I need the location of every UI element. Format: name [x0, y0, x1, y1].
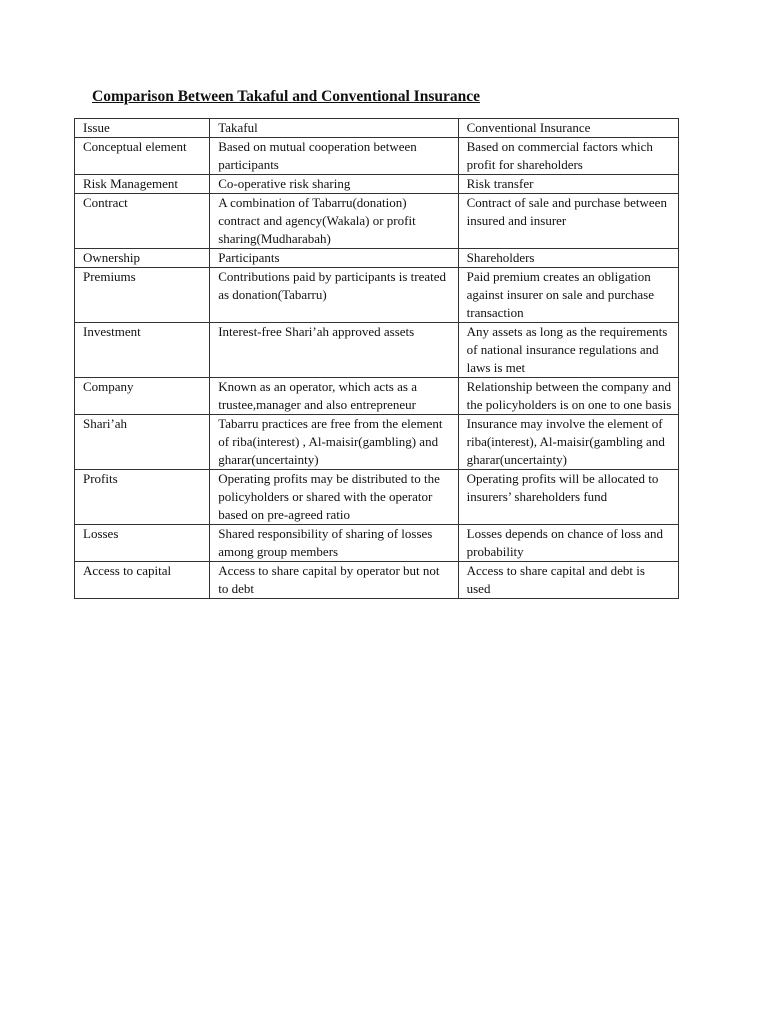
conventional-cell: Based on commercial factors which profit for shareholders — [458, 138, 678, 175]
table-row — [75, 268, 679, 323]
takaful-cell: Known as an operator, which acts as a trustee,manager and also entrepreneur — [210, 378, 458, 415]
conventional-cell: Any assets as long as the requirements of national insurance regulations and laws is met — [458, 323, 678, 378]
table-row — [75, 470, 679, 525]
table-row — [75, 249, 679, 268]
issue-cell: Access to capital — [75, 562, 210, 599]
conventional-cell: Access to share capital and debt is used — [458, 562, 678, 599]
takaful-cell: A combination of Tabarru(donation) contract and agency(Wakala) or profit sharing(Mudharabah) — [210, 194, 458, 249]
takaful-cell: Shared responsibility of sharing of losses among group members — [210, 525, 458, 562]
takaful-cell: Interest-free Shari’ah approved assets — [210, 323, 458, 378]
issue-cell: Conceptual element — [75, 138, 210, 175]
conventional-cell: Relationship between the company and the policyholders is on one to one basis — [458, 378, 678, 415]
takaful-cell: Contributions paid by participants is treated as donation(Tabarru) — [210, 268, 458, 323]
issue-cell: Risk Management — [75, 175, 210, 194]
header-cell-conventional: Conventional Insurance — [458, 119, 678, 138]
issue-cell: Premiums — [75, 268, 210, 323]
issue-cell: Ownership — [75, 249, 210, 268]
takaful-cell: Operating profits may be distributed to the policyholders or shared with the operator based on pre-agreed ratio — [210, 470, 458, 525]
conventional-cell: Insurance may involve the element of riba(interest), Al-maisir(gambling and gharar(uncertainty) — [458, 415, 678, 470]
conventional-cell: Losses depends on chance of loss and probability — [458, 525, 678, 562]
table-row — [75, 138, 679, 175]
conventional-cell: Risk transfer — [458, 175, 678, 194]
issue-cell: Investment — [75, 323, 210, 378]
table-header-row — [75, 119, 679, 138]
table-row — [75, 323, 679, 378]
comparison-table — [74, 118, 679, 599]
takaful-cell: Access to share capital by operator but not to debt — [210, 562, 458, 599]
takaful-cell: Tabarru practices are free from the element of riba(interest) , Al-maisir(gambling) and gharar(uncertainty) — [210, 415, 458, 470]
conventional-cell: Paid premium creates an obligation against insurer on sale and purchase transaction — [458, 268, 678, 323]
takaful-cell: Based on mutual cooperation between participants — [210, 138, 458, 175]
issue-cell: Contract — [75, 194, 210, 249]
takaful-cell: Participants — [210, 249, 458, 268]
header-cell-takaful: Takaful — [210, 119, 458, 138]
header-cell-issue: Issue — [75, 119, 210, 138]
conventional-cell: Shareholders — [458, 249, 678, 268]
issue-cell: Profits — [75, 470, 210, 525]
conventional-cell: Operating profits will be allocated to insurers’ shareholders fund — [458, 470, 678, 525]
table-row — [75, 175, 679, 194]
document-title: Comparison Between Takaful and Conventional Insurance — [92, 88, 480, 105]
issue-cell: Losses — [75, 525, 210, 562]
conventional-cell: Contract of sale and purchase between insured and insurer — [458, 194, 678, 249]
takaful-cell: Co-operative risk sharing — [210, 175, 458, 194]
table-row — [75, 562, 679, 599]
table-row — [75, 525, 679, 562]
issue-cell: Company — [75, 378, 210, 415]
table-row — [75, 194, 679, 249]
table-row — [75, 415, 679, 470]
issue-cell: Shari’ah — [75, 415, 210, 470]
table-row — [75, 378, 679, 415]
